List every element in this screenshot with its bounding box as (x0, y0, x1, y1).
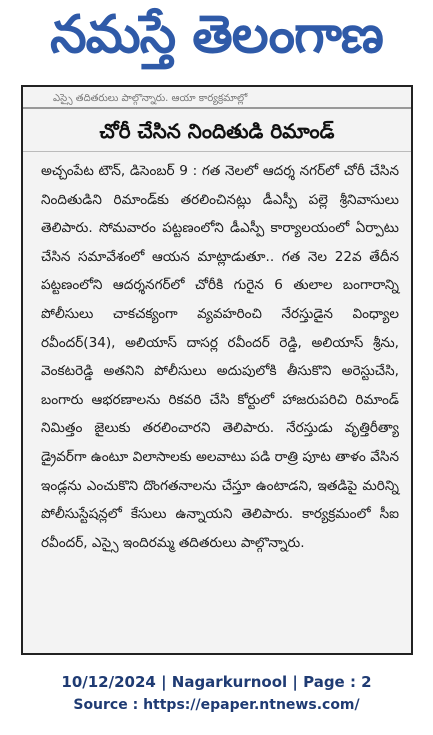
footer-source-link[interactable]: Source : https://epaper.ntnews.com/ (73, 697, 360, 713)
article-body: అచ్చంపేట టౌన్, డిసెంబర్ 9 : గత నెలలో ఆదర్శ నగర్‌లో చోరీ చేసిన నిందితుడిని రిమాండ్‌కు తరలించినట్లు డీఎస్పీ పల్లె శ్రీనివాసులు తెలిపారు. సోమవారం పట్టణంలోని డీఎస్పీ కార్యాలయంలో ఏర్పాటు చేసిన సమావేశంలో ఆయన మాట్లాడుతూ.. గత నెల 22వ తేదీన పట్టణంలోని ఆదర్శనగర్‌లో చోరీకి గురైన 6 తులాల బంగారాన్ని పోలీసులు చాకచక్యంగా వ్యవహరించి నేరస్తుడైన వింధ్యాల రవీందర్(34), అలియాస్ దాసర్ల రవీందర్ రెడ్డి, అలియాస్ శ్రీను, వెంకటరెడ్డి అతనిని పోలీసులు అదుపులోకి తీసుకొని అరెస్టుచేసి, బంగారు ఆభరణాలను రికవరి చేసి కోర్టులో హాజరుపరిచి రిమాండ్ నిమిత్తం జైలుకు తరలించారని తెలిపారు. నేరస్తుడు వృత్తిరీత్యా డ్రైవర్‌గా ఉంటూ విలాసాలకు అలవాటు పడి రాత్రి పూట తాళం వేసిన ఇండ్లను ఎంచుకొని దొంగతనాలను చేస్తూ ఉంటాడని, ఇతడిపై మరిన్ని పోలీసుస్టేషన్లలో కేసులు ఉన్నాయని తెలిపారు. కార్యక్రమంలో సీఐ రవీందర్, ఎస్సై ఇందిరమ్మ తదితరులు పాల్గొన్నారు. (41, 163, 399, 551)
footer-date-edition-page: 10/12/2024 | Nagarkurnool | Page : 2 (61, 673, 372, 691)
headline-bottom-rule (23, 151, 411, 152)
news-clipping (21, 85, 413, 655)
headline-top-rule (23, 107, 411, 109)
newspaper-masthead: నమస్తే తెలంగాణ (50, 4, 383, 65)
clipped-previous-article-line: ఎస్సై తదితరులు పాల్గొన్నారు. ఆయా కార్యక్రమాల్లో (53, 93, 248, 104)
article-headline: చోరీ చేసిన నిందితుడి రిమాండ్ (99, 119, 335, 143)
